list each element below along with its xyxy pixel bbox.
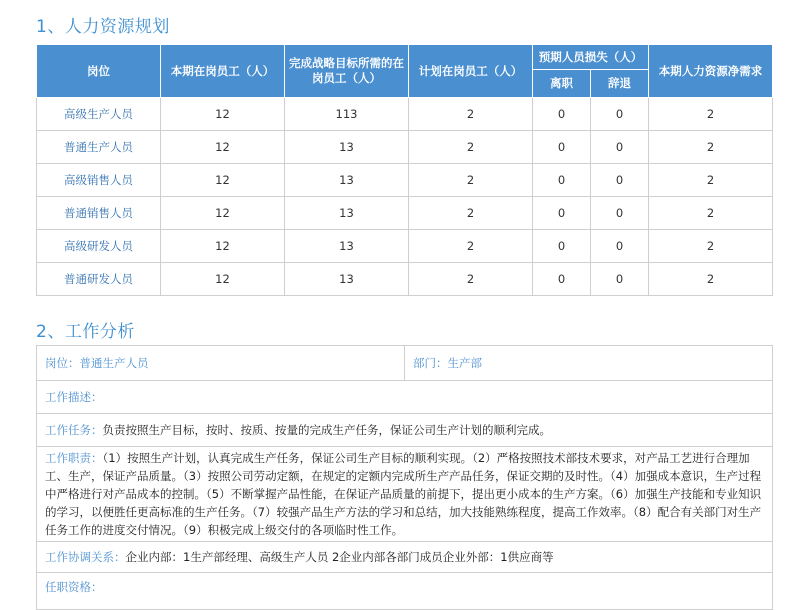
department-label: 部门： xyxy=(413,356,448,370)
cell-dismiss: 0 xyxy=(591,131,649,164)
section-title-job-analysis: 2、工作分析 xyxy=(36,322,135,342)
cell-current-staff: 12 xyxy=(161,230,285,263)
cell-resign: 0 xyxy=(533,263,591,296)
coordination-value: 企业内部：1生产部经理、高级生产人员 2企业内部各部门成员企业外部：1供应商等 xyxy=(125,550,554,564)
cell-dismiss: 0 xyxy=(591,197,649,230)
cell-resign: 0 xyxy=(533,131,591,164)
cell-net-demand: 2 xyxy=(649,197,773,230)
header-position: 岗位 xyxy=(37,45,161,98)
table-row xyxy=(37,164,773,197)
cell-strategic-need: 13 xyxy=(285,197,409,230)
cell-planned-staff: 2 xyxy=(409,98,533,131)
cell-planned-staff: 2 xyxy=(409,230,533,263)
job-analysis-table xyxy=(36,345,773,610)
position-value: 普通生产人员 xyxy=(79,356,149,370)
table-row xyxy=(37,230,773,263)
cell-strategic-need: 13 xyxy=(285,263,409,296)
cell-net-demand: 2 xyxy=(649,263,773,296)
cell-position: 普通研发人员 xyxy=(37,263,161,296)
cell-position: 普通生产人员 xyxy=(37,131,161,164)
hr-planning-table xyxy=(36,44,773,296)
cell-coordination xyxy=(37,542,773,573)
header-dismiss: 辞退 xyxy=(591,70,649,98)
header-expected-loss: 预期人员损失（人） xyxy=(533,45,649,70)
header-strategic-need: 完成战略目标所需的在岗员工（人） xyxy=(285,45,409,98)
cell-dismiss: 0 xyxy=(591,98,649,131)
section-title-hr-planning: 1、人力资源规划 xyxy=(36,17,170,37)
cell-net-demand: 2 xyxy=(649,131,773,164)
job-task-value: 负责按照生产目标，按时、按质、按量的完成生产任务，保证公司生产计划的顺利完成。 xyxy=(102,423,551,437)
cell-current-staff: 12 xyxy=(161,263,285,296)
cell-resign: 0 xyxy=(533,197,591,230)
cell-job-task xyxy=(37,414,773,447)
row-qualifications xyxy=(37,573,773,610)
cell-planned-staff: 2 xyxy=(409,263,533,296)
row-coordination xyxy=(37,542,773,573)
cell-strategic-need: 13 xyxy=(285,230,409,263)
row-job-task xyxy=(37,414,773,447)
qualifications-label: 任职资格： xyxy=(45,580,103,594)
cell-current-staff: 12 xyxy=(161,164,285,197)
cell-department xyxy=(405,346,773,381)
row-job-duties xyxy=(37,447,773,542)
cell-net-demand: 2 xyxy=(649,164,773,197)
job-duties-label: 工作职责： xyxy=(45,451,103,465)
cell-strategic-need: 13 xyxy=(285,164,409,197)
cell-position: 高级生产人员 xyxy=(37,98,161,131)
cell-position: 普通销售人员 xyxy=(37,197,161,230)
cell-resign: 0 xyxy=(533,98,591,131)
cell-planned-staff: 2 xyxy=(409,197,533,230)
table-row xyxy=(37,263,773,296)
header-planned-staff: 计划在岗员工（人） xyxy=(409,45,533,98)
cell-current-staff: 12 xyxy=(161,131,285,164)
header-net-demand: 本期人力资源净需求 xyxy=(649,45,773,98)
job-duties-value: （1）按照生产计划，认真完成生产任务，保证公司生产目标的顺利实现。（2）严格按照技术部技术要求，对产品工艺进行合理加工、生产，保证产品质量。（3）按照公司劳动定额，在规定的定额内完成所生产产品任务，保证交期的及时性。（4）加强成本意识，生产过程中严格进行对产品成本的控制。（5）不断掌握产品性能，在保证产品质量的前提下，提出更小成本的生产方案。（6）加强生产技能和专业知识的学习，以便胜任更高标准的生产任务。（7）较强产品生产方法的学习和总结，加大技能熟练程度，提高工作效率。（8）配合有关部门对生产任务工作的进度交付情况。（9）积极完成上级交付的各项临时性工作。 xyxy=(45,451,762,537)
cell-resign: 0 xyxy=(533,230,591,263)
cell-position: 高级销售人员 xyxy=(37,164,161,197)
cell-planned-staff: 2 xyxy=(409,131,533,164)
department-value: 生产部 xyxy=(447,356,482,370)
cell-planned-staff: 2 xyxy=(409,164,533,197)
cell-job-duties xyxy=(37,447,773,542)
table-row xyxy=(37,131,773,164)
job-task-label: 工作任务： xyxy=(45,423,103,437)
table-row xyxy=(37,197,773,230)
coordination-label: 工作协调关系： xyxy=(45,550,126,564)
cell-dismiss: 0 xyxy=(591,164,649,197)
job-description-label: 工作描述： xyxy=(45,390,103,404)
position-label: 岗位： xyxy=(45,356,80,370)
table-row xyxy=(37,98,773,131)
cell-strategic-need: 113 xyxy=(285,98,409,131)
cell-resign: 0 xyxy=(533,164,591,197)
cell-current-staff: 12 xyxy=(161,98,285,131)
cell-dismiss: 0 xyxy=(591,263,649,296)
cell-strategic-need: 13 xyxy=(285,131,409,164)
cell-current-staff: 12 xyxy=(161,197,285,230)
cell-net-demand: 2 xyxy=(649,230,773,263)
header-resign: 离职 xyxy=(533,70,591,98)
cell-dismiss: 0 xyxy=(591,230,649,263)
row-position-dept xyxy=(37,346,773,381)
cell-job-description xyxy=(37,381,773,414)
cell-position: 高级研发人员 xyxy=(37,230,161,263)
header-current-staff: 本期在岗员工（人） xyxy=(161,45,285,98)
cell-position xyxy=(37,346,405,381)
cell-qualifications xyxy=(37,573,773,610)
row-job-description xyxy=(37,381,773,414)
cell-net-demand: 2 xyxy=(649,98,773,131)
